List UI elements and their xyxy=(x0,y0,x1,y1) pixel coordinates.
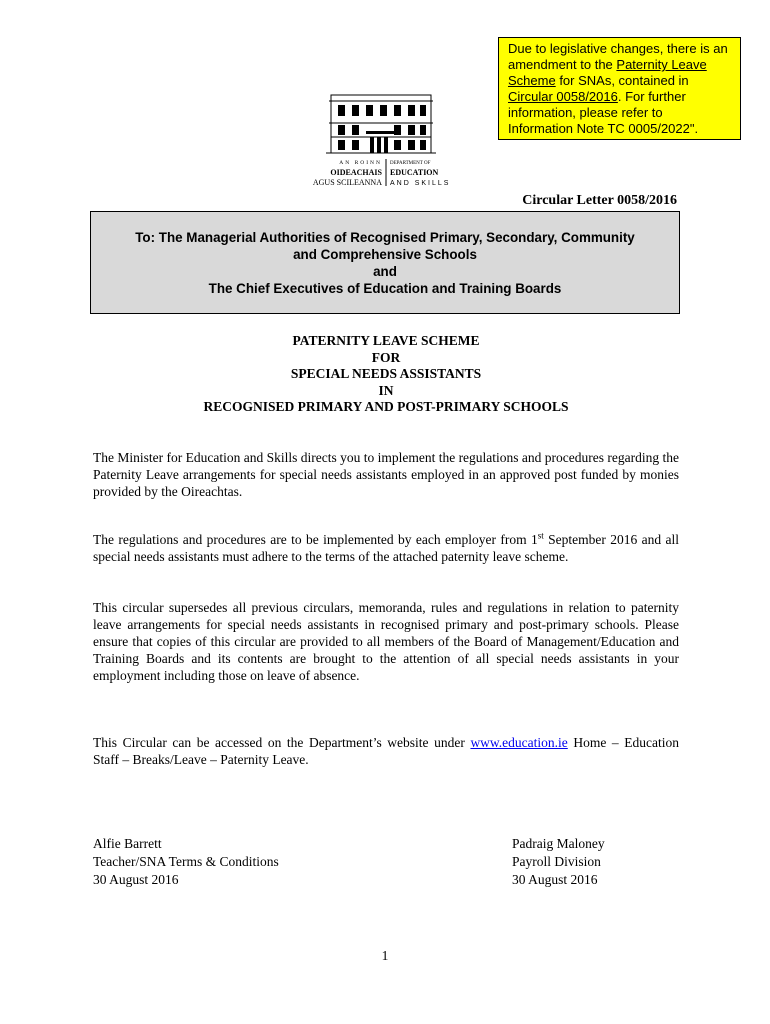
logo-department-of: DEPARTMENT OF xyxy=(390,161,431,166)
logo-and-skills: AND SKILLS xyxy=(390,180,451,187)
notice-text: Due to legislative changes, there is an amendment to the xyxy=(508,41,728,72)
title-line: SPECIAL NEEDS ASSISTANTS xyxy=(290,366,482,381)
signatory-left xyxy=(93,835,279,889)
government-building-icon xyxy=(296,93,466,188)
logo-an-roinn: AN ROINN xyxy=(339,160,382,166)
signatory-date: 30 August 2016 xyxy=(93,872,179,887)
addressee-line: The Chief Executives of Education and Training Boards xyxy=(208,281,562,296)
page-number: 1 xyxy=(381,948,389,963)
paragraph-directive: The Minister for Education and Skills directs you to implement the regulations and procedures regarding the Paternity Leave arrangements for special needs assistants employed in an approved post funded by monies provided by the Oireachtas. xyxy=(93,450,679,499)
paragraph-text: Home – Education Staff – Breaks/Leave – Paternity Leave. xyxy=(93,735,679,767)
signatory-name: Padraig Maloney xyxy=(512,836,605,851)
circular-number: Circular Letter 0058/2016 xyxy=(522,193,677,208)
paragraph-text: The regulations and procedures are to be implemented by each employer from 1 xyxy=(93,532,538,547)
paragraph-text: September 2016 and all special needs assistants must adhere to the terms of the attached paternity leave scheme. xyxy=(93,532,679,564)
document-title xyxy=(93,333,679,416)
addressee-box xyxy=(90,211,680,314)
signatory-date: 30 August 2016 xyxy=(512,872,598,887)
signatory-right xyxy=(512,835,605,889)
title-line: FOR xyxy=(371,349,401,365)
department-logo xyxy=(296,93,466,188)
circular-link[interactable]: Circular 0058/2016 xyxy=(508,89,618,104)
ordinal-suffix: st xyxy=(537,530,544,541)
title-line: PATERNITY LEAVE SCHEME xyxy=(292,333,480,348)
paragraph-website xyxy=(93,734,679,768)
title-line: RECOGNISED PRIMARY AND POST-PRIMARY SCHOOLS xyxy=(203,399,569,414)
education-website-link[interactable]: www.education.ie xyxy=(470,735,568,750)
addressee-line: and xyxy=(373,264,397,279)
signatory-name: Alfie Barrett xyxy=(93,836,162,851)
paragraph-implementation xyxy=(93,531,679,565)
logo-oideachais: OIDEACHAIS xyxy=(330,168,382,177)
addressee-line: and Comprehensive Schools xyxy=(293,247,477,262)
logo-education: EDUCATION xyxy=(390,168,439,177)
signatory-section: Payroll Division xyxy=(512,854,601,869)
amendment-notice xyxy=(498,37,741,140)
signatory-section: Teacher/SNA Terms & Conditions xyxy=(93,854,279,869)
notice-text: . For further information, please refer to Information Note TC 0005/2022". xyxy=(508,89,699,136)
notice-text: for SNAs, contained in xyxy=(555,73,689,88)
paragraph-supersedes: This circular supersedes all previous circulars, memoranda, rules and regulations in relation to paternity leave arrangements for special needs assistants in recognised primary and post-primary schools. Please ensure that copies of this circular are provided to all members of the Board of Management/Education and Training Boards and its contents are brought to the attention of all special needs assistants in your employment including those on leave of absence. xyxy=(93,600,679,683)
paternity-leave-scheme-link[interactable]: Paternity Leave Scheme xyxy=(508,57,707,88)
addressee-line: To: The Managerial Authorities of Recognised Primary, Secondary, Community xyxy=(135,230,635,245)
logo-agus-scileanna: AGUS SCILEANNA xyxy=(312,178,382,187)
title-line: IN xyxy=(378,382,394,398)
paragraph-text: This Circular can be accessed on the Department’s website under xyxy=(93,735,471,750)
